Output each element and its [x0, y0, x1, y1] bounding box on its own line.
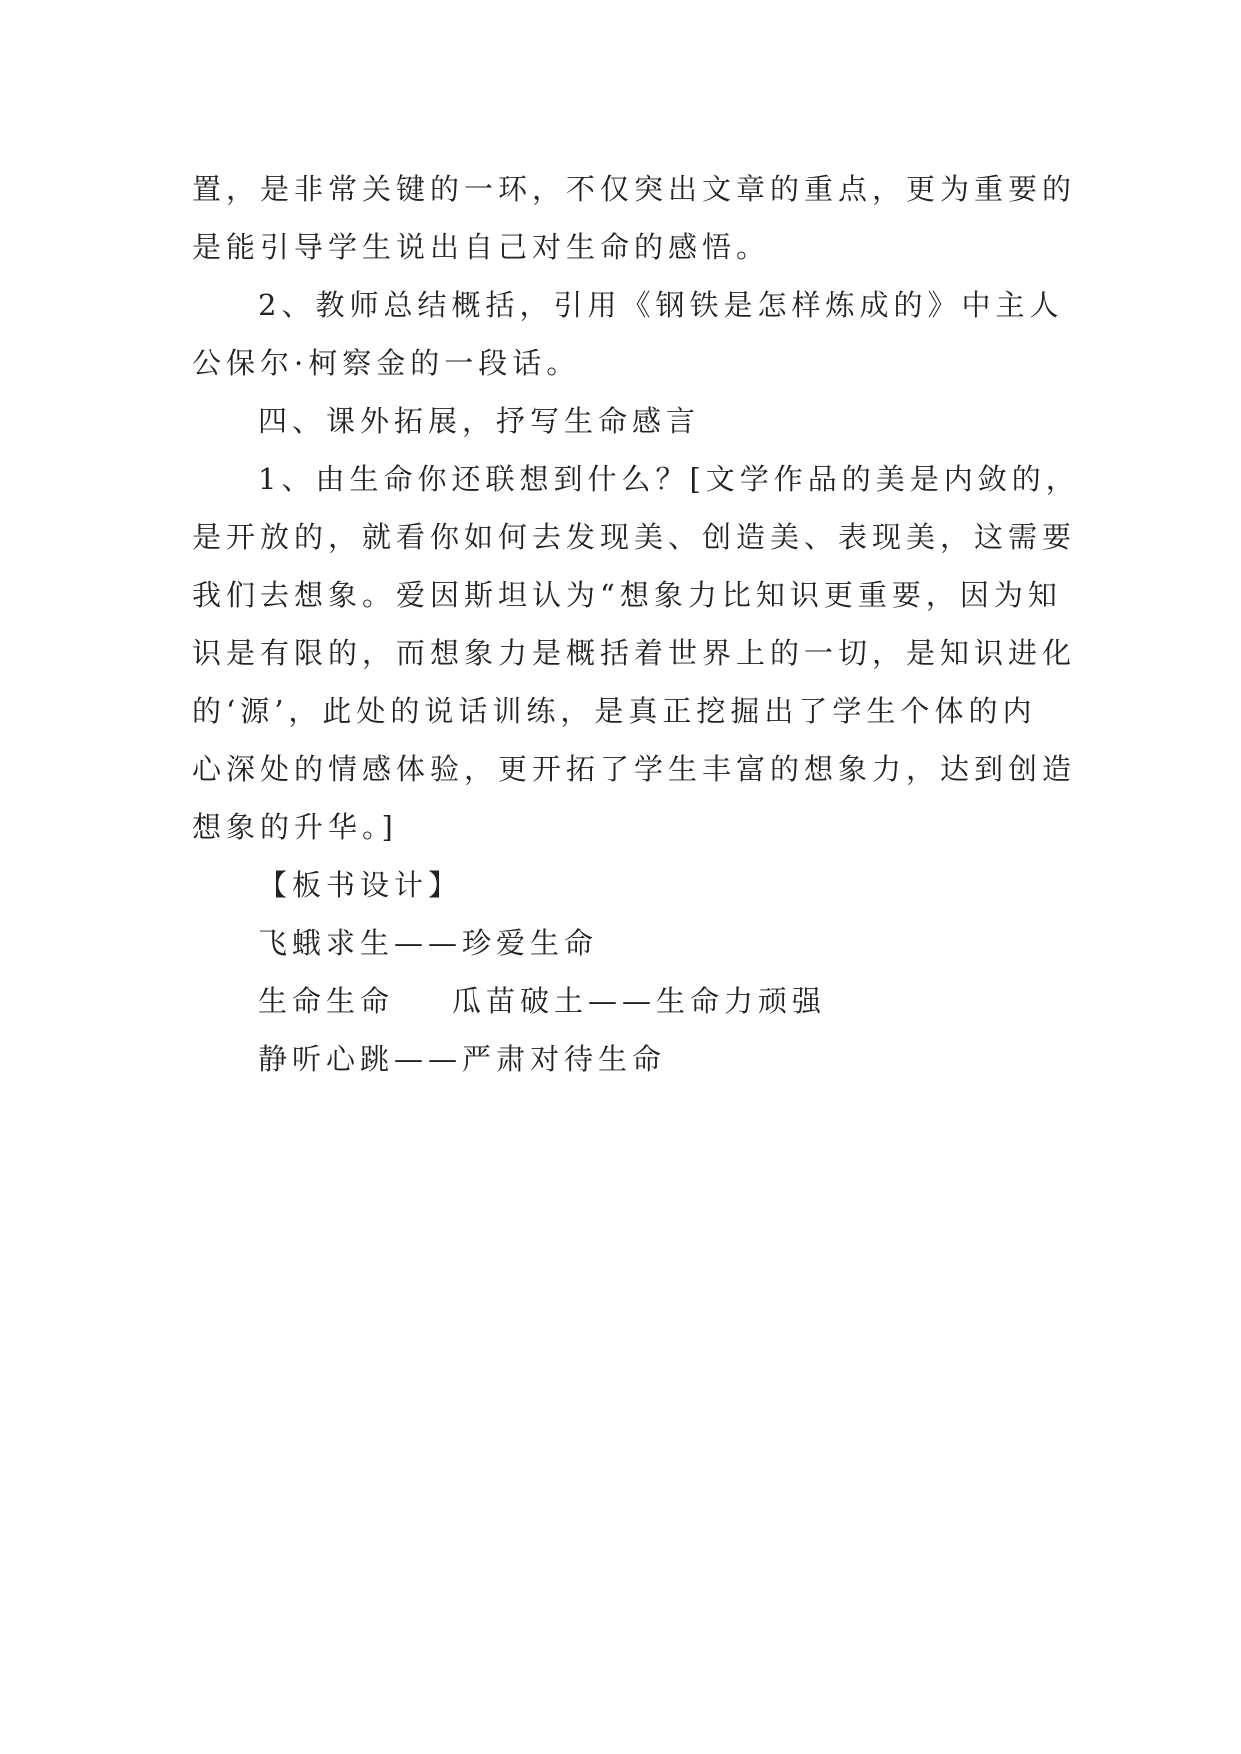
board-line: 飞蛾求生——珍爱生命 [258, 926, 599, 960]
board-line: 静听心跳——严肃对待生命 [258, 1042, 667, 1076]
paragraph-line: 识是有限的，而想象力是概括着世界上的一切，是知识进化 [192, 636, 1077, 670]
section-heading: 四、课外拓展，抒写生命感言 [258, 404, 701, 438]
paragraph-line: 的‘源’，此处的说话训练，是真正挖掘出了学生个体的内 [192, 694, 1037, 728]
paragraph-line: 我们去想象。爱因斯坦认为“想象力比知识更重要，因为知 [192, 578, 1062, 612]
document-body [192, 160, 1080, 1088]
board-center-label: 生命生命 [258, 984, 395, 1018]
paragraph-line: 想象的升华。] [192, 810, 398, 844]
paragraph-line: 公保尔·柯察金的一段话。 [192, 346, 581, 380]
paragraph-line: 是能引导学生说出自己对生命的感悟。 [192, 230, 771, 264]
board-design-heading: 【板书设计】 [258, 868, 463, 902]
paragraph-line: 是开放的，就看你如何去发现美、创造美、表现美，这需要 [192, 520, 1077, 554]
paragraph-line: 2、教师总结概括，引用《钢铁是怎样炼成的》中主人 [258, 288, 1064, 322]
board-line [192, 972, 1060, 1030]
paragraph-line: 1、由生命你还联想到什么？[文学作品的美是内敛的， [258, 462, 1080, 496]
board-branch-label: 瓜苗破土——生命力顽强 [452, 984, 827, 1018]
paragraph-line: 置，是非常关键的一环，不仅突出文章的重点，更为重要的 [192, 172, 1077, 206]
paragraph-line: 心深处的情感体验，更开拓了学生丰富的想象力，达到创造 [192, 752, 1077, 786]
